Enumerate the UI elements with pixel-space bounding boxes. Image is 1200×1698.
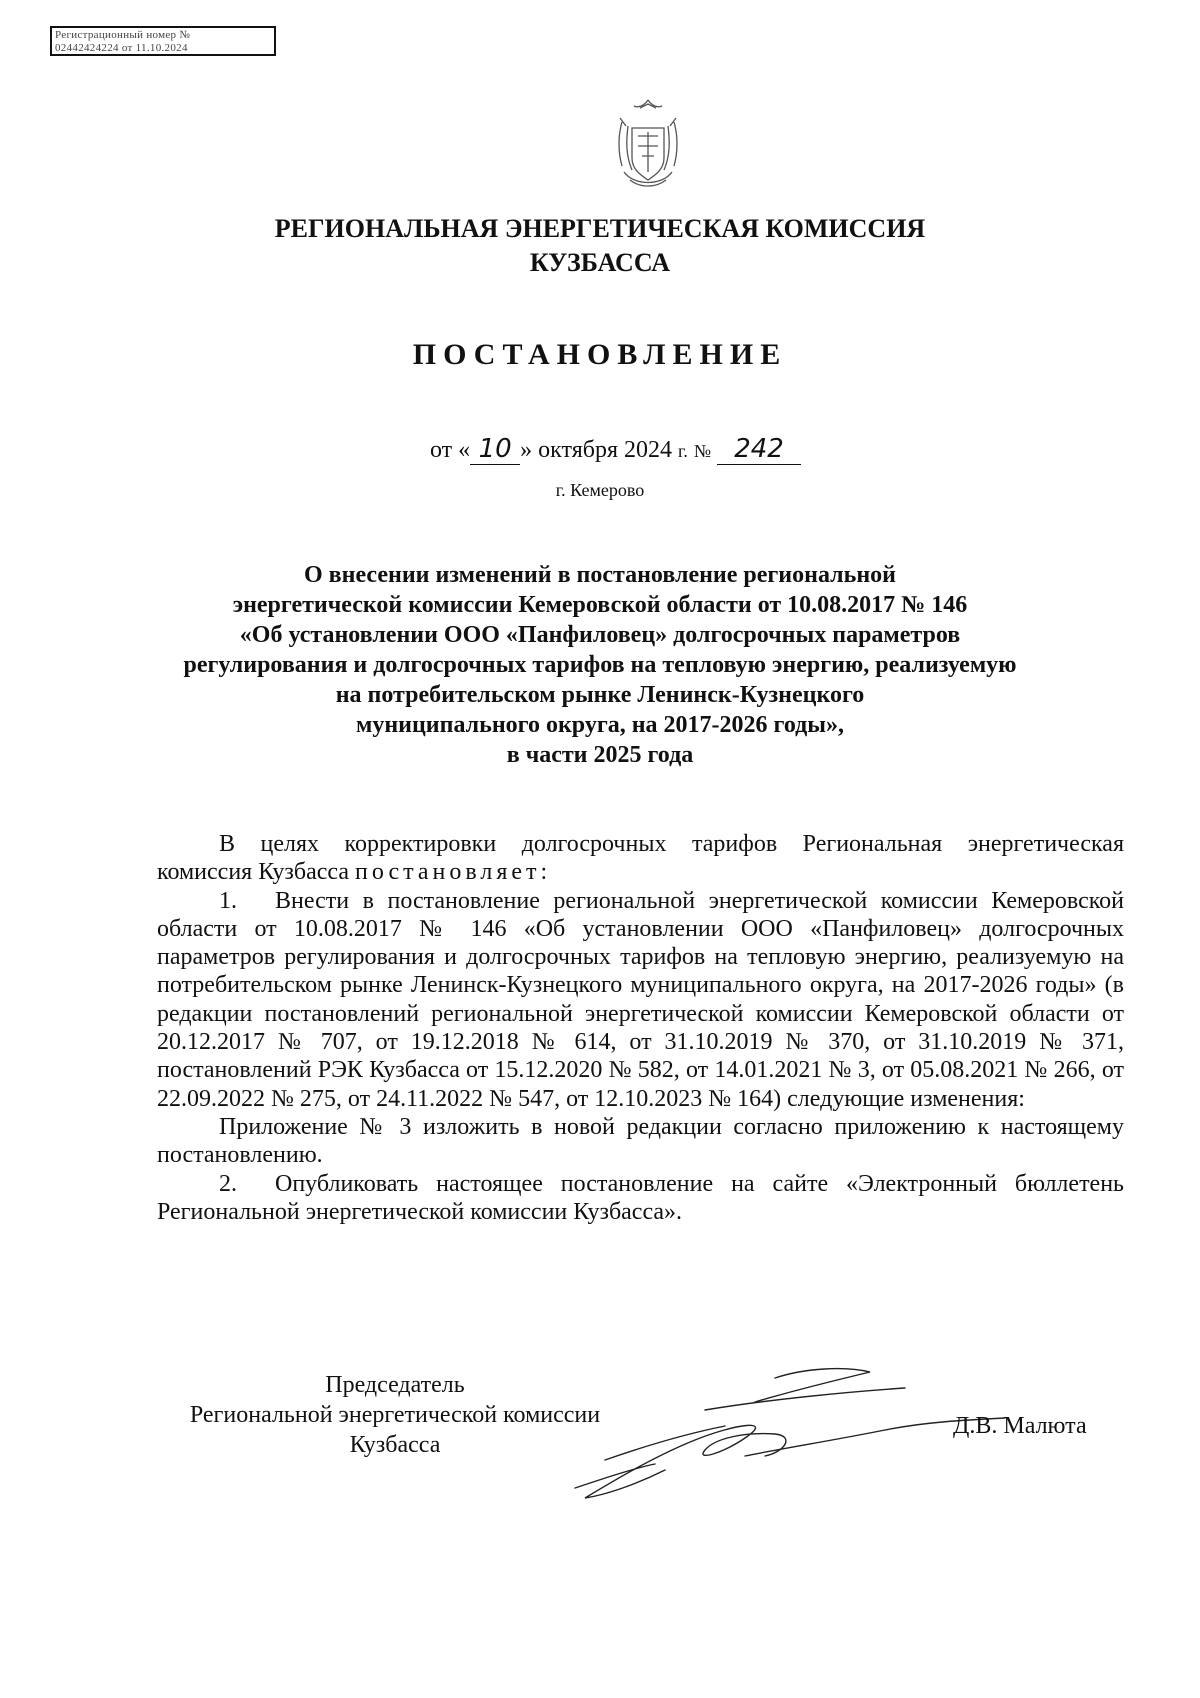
subject-line: «Об установлении ООО «Панфиловец» долгосрочных параметров (239, 622, 961, 648)
item-1-text: Внести в постановление региональной энергетической комиссии Кемеровской области от 10.08.2017 № 146 «Об установлении ООО «Панфиловец» долгосрочных параметров регулирования и долгосрочных тарифов на тепловую энергию, реализуемую на потребительском рынке Ленинск-Кузнецкого муниципального округа, на 2017-2026 годы» (в редакции постановлений региональной энергетической комиссии Кемеровской области от 20.12.2017 № 707, от 19.12.2018 № 614, от 31.10.2019 № 370, от 31.10.2019 № 371, постановлений РЭК Кузбасса от 15.12.2020 № 582, от 14.01.2021 № 3, от 05.08.2021 № 266, от 22.09.2022 № 275, от 24.11.2022 № 547, от 12.10.2023 № 164) следующие изменения: (157, 887, 1124, 1112)
registration-number: 02442424224 от 11.10.2024 (55, 42, 188, 54)
date-year-suffix: г. (677, 441, 688, 461)
signatory-name: Д.В. Малюта (953, 1413, 1087, 1439)
document-body (157, 830, 1124, 1226)
intro-paragraph-line2 (157, 858, 1124, 886)
item-1-paragraph (157, 887, 1124, 1113)
position-region: Кузбасса (349, 1432, 441, 1458)
date-line (430, 434, 890, 465)
registration-label: Регистрационный номер № (55, 29, 191, 41)
subject-line: энергетической комиссии Кемеровской области от 10.08.2017 № 146 (232, 592, 968, 618)
item-2-text: Опубликовать настоящее постановление на сайте «Электронный бюллетень Региональной энергетической комиссии Кузбасса». (157, 1170, 1124, 1225)
coat-of-arms-icon (608, 96, 688, 196)
intro-paragraph-line1: В целях корректировки долгосрочных тарифов Региональная энергетическая (219, 831, 1124, 857)
position-organization: Региональной энергетической комиссии (189, 1402, 601, 1428)
date-day-handwritten: 10 (470, 434, 520, 465)
item-2-number: 2. (219, 1170, 237, 1197)
document-number-handwritten: 242 (717, 434, 801, 465)
organization-name-line2: КУЗБАССА (529, 248, 671, 277)
item-2-paragraph (157, 1170, 1124, 1227)
subject-heading (150, 560, 1050, 770)
document-type-title: ПОСТАНОВЛЕНИЕ (412, 338, 788, 371)
intro-resolves: постановляет: (355, 859, 552, 886)
number-sign: № (693, 441, 712, 461)
position-title: Председатель (325, 1372, 465, 1398)
city-name: г. Кемерово (555, 480, 645, 500)
appendix-paragraph: Приложение № 3 изложить в новой редакции согласно приложению к настоящему постановлению. (157, 1113, 1124, 1169)
subject-line: О внесении изменений в постановление региональной (304, 562, 896, 588)
organization-name-line1: РЕГИОНАЛЬНАЯ ЭНЕРГЕТИЧЕСКАЯ КОМИССИЯ (274, 214, 926, 243)
intro-commission: комиссия Кузбасса (157, 859, 349, 886)
date-month-year: » октября 2024 (520, 437, 672, 463)
subject-line: в части 2025 года (506, 742, 694, 768)
item-1-number: 1. (219, 887, 237, 914)
subject-line: регулирования и долгосрочных тарифов на тепловую энергию, реализуемую (183, 652, 1017, 678)
registration-stamp (50, 26, 276, 56)
subject-line: муниципального округа, на 2017-2026 годы», (355, 712, 845, 738)
subject-line: на потребительском рынке Ленинск-Кузнецкого (335, 682, 865, 708)
date-prefix: от « (430, 437, 471, 463)
